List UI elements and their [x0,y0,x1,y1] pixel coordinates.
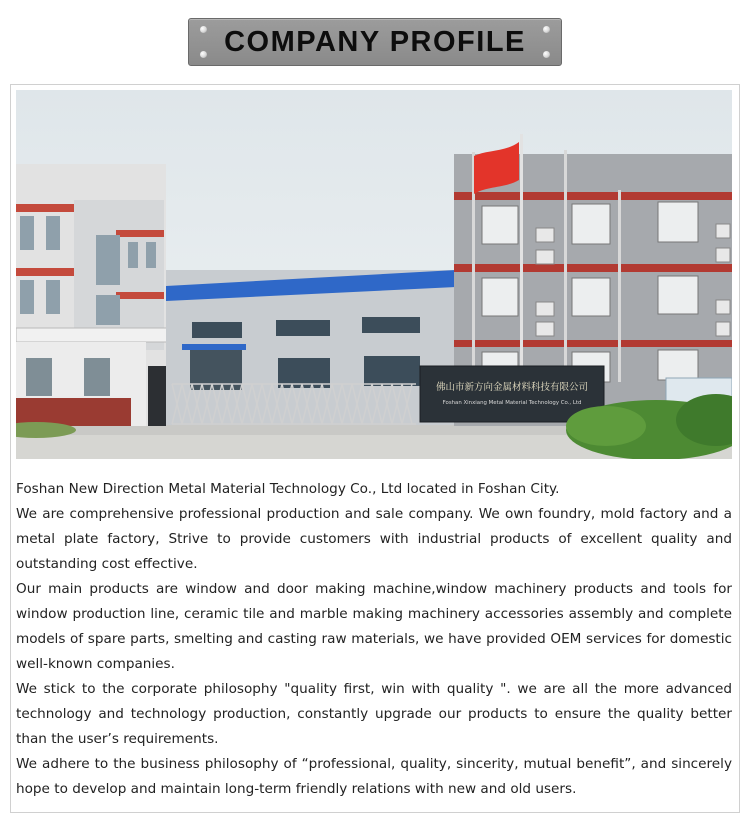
paragraph-intro: Foshan New Direction Metal Material Technology Co., Ltd located in Foshan City. [16,481,560,497]
factory-photo [16,90,732,459]
company-profile-banner [188,18,562,66]
paragraph-business: We adhere to the business philosophy of “professional, quality, sincerity, mutual benefit”, and sincerely hope to develop and maintain long-term friendly relations with new and old users. [16,756,732,797]
company-description [16,477,732,802]
paragraph-philosophy: We stick to the corporate philosophy "quality first, win with quality ". we are all the more advanced technology and technology production, constantly upgrade our products to ensure the quality better than the user’s requirements. [16,681,732,747]
sign-chinese-text: 佛山市新方向金属材料科技有限公司 [435,382,589,393]
sign-english-text: Foshan Xinxiang Metal Material Technology Co., Ltd [442,400,582,406]
paragraph-company: We are comprehensive professional production and sale company. We own foundry, mold factory and a metal plate factory, Strive to provide customers with industrial products of excellent quality and outstanding cost effective. [16,506,732,572]
page-title: COMPANY PROFILE [224,26,526,58]
paragraph-products: Our main products are window and door making machine,window machinery products and tools for window production line, ceramic tile and marble making machinery accessories assembly and complete models of spare parts, smelting and casting raw materials, we have provided OEM services for domestic well-known companies. [16,581,732,672]
